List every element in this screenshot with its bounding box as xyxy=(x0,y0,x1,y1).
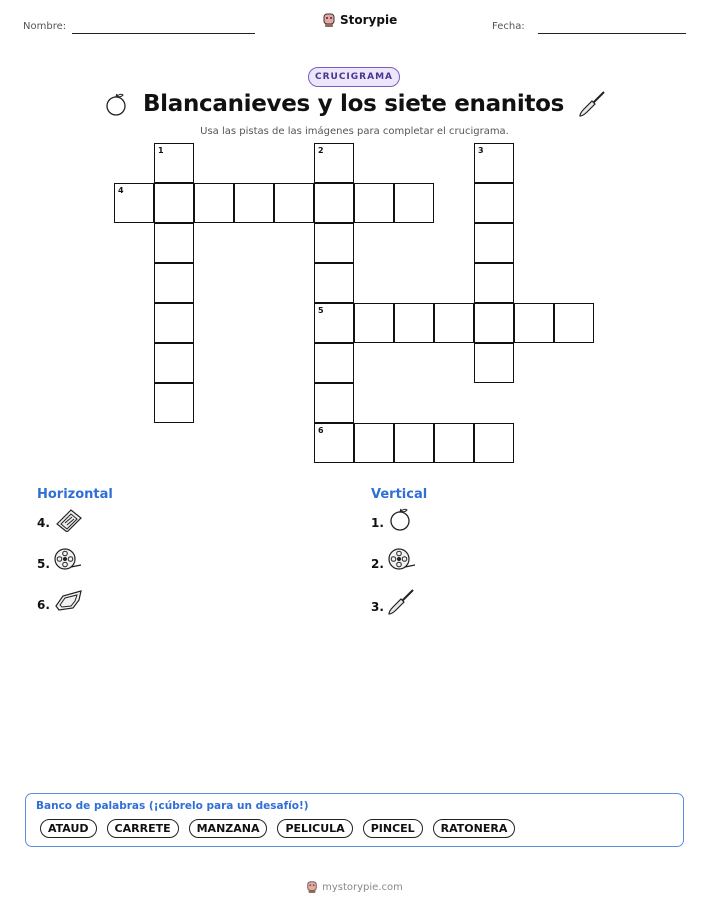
grid-cell[interactable] xyxy=(394,183,434,223)
word-chip: MANZANA xyxy=(189,819,268,838)
grid-cell[interactable] xyxy=(314,343,354,383)
crossword-badge: CRUCIGRAMA xyxy=(308,67,400,87)
storypie-mascot-icon xyxy=(306,880,318,894)
mousetrap-icon xyxy=(53,506,83,532)
page-title: Blancanieves y los siete enanitos xyxy=(142,91,565,117)
word-bank xyxy=(25,793,684,847)
grid-cell[interactable] xyxy=(314,223,354,263)
grid-cell[interactable] xyxy=(474,143,514,183)
grid-cell[interactable] xyxy=(394,303,434,343)
grid-cell[interactable] xyxy=(274,183,314,223)
grid-cell[interactable] xyxy=(474,303,514,343)
name-line[interactable] xyxy=(72,33,255,34)
grid-cell[interactable] xyxy=(114,183,154,223)
grid-cell[interactable] xyxy=(474,263,514,303)
grid-cell[interactable] xyxy=(154,263,194,303)
instructions: Usa las pistas de las imágenes para completar el crucigrama. xyxy=(200,126,509,137)
footer xyxy=(0,880,709,894)
word-chip: PELICULA xyxy=(277,819,352,838)
clue-number: 2. xyxy=(371,557,384,571)
grid-cell[interactable] xyxy=(154,343,194,383)
grid-cell[interactable] xyxy=(154,183,194,223)
word-bank-title: Banco de palabras (¡cúbrelo para un desafío!) xyxy=(36,800,309,812)
clue-number-1: 1 xyxy=(158,146,164,155)
grid-cell[interactable] xyxy=(154,143,194,183)
grid-cell[interactable] xyxy=(154,383,194,423)
name-label: Nombre: xyxy=(23,21,67,32)
grid-cell[interactable] xyxy=(474,343,514,383)
film-reel-icon xyxy=(387,547,417,573)
grid-cell[interactable] xyxy=(354,303,394,343)
grid-cell[interactable] xyxy=(434,423,474,463)
word-chip: RATONERA xyxy=(433,819,516,838)
clue-number-2: 2 xyxy=(318,146,324,155)
paintbrush-icon xyxy=(387,588,415,616)
apple-icon xyxy=(103,91,129,117)
clue-horizontal-6 xyxy=(37,588,83,614)
clue-horizontal-5 xyxy=(37,547,83,573)
word-chip: ATAUD xyxy=(40,819,97,838)
grid-cell[interactable] xyxy=(154,303,194,343)
clue-horizontal-4 xyxy=(37,506,83,532)
film-reel-icon xyxy=(53,547,83,573)
brand-name: Storypie xyxy=(340,13,398,27)
title-row xyxy=(0,90,709,118)
clue-number-6: 6 xyxy=(318,426,324,435)
clue-number-3: 3 xyxy=(478,146,484,155)
grid-cell[interactable] xyxy=(474,423,514,463)
coffin-icon xyxy=(53,588,83,614)
grid-cell[interactable] xyxy=(314,423,354,463)
grid-cell[interactable] xyxy=(554,303,594,343)
vertical-heading: Vertical xyxy=(371,487,428,502)
footer-url: mystorypie.com xyxy=(322,881,403,893)
grid-cell[interactable] xyxy=(314,383,354,423)
storypie-mascot-icon xyxy=(322,12,336,28)
grid-cell[interactable] xyxy=(434,303,474,343)
grid-cell[interactable] xyxy=(314,183,354,223)
date-line[interactable] xyxy=(538,33,686,34)
grid-cell[interactable] xyxy=(194,183,234,223)
grid-cell[interactable] xyxy=(354,423,394,463)
grid-cell[interactable] xyxy=(394,423,434,463)
clue-number-4: 4 xyxy=(118,186,124,195)
grid-cell[interactable] xyxy=(154,223,194,263)
grid-cell[interactable] xyxy=(474,183,514,223)
apple-icon xyxy=(387,506,413,532)
clue-number: 3. xyxy=(371,600,384,614)
grid-cell[interactable] xyxy=(314,143,354,183)
brand-logo xyxy=(322,12,397,28)
clue-vertical-2 xyxy=(371,547,417,573)
clue-number: 6. xyxy=(37,598,50,612)
date-label: Fecha: xyxy=(492,21,525,32)
horizontal-heading: Horizontal xyxy=(37,487,113,502)
grid-cell[interactable] xyxy=(514,303,554,343)
clue-number: 1. xyxy=(371,516,384,530)
grid-cell[interactable] xyxy=(354,183,394,223)
paintbrush-icon xyxy=(578,90,606,118)
clue-vertical-3 xyxy=(371,588,415,616)
grid-cell[interactable] xyxy=(314,303,354,343)
grid-cell[interactable] xyxy=(314,263,354,303)
word-chip: PINCEL xyxy=(363,819,423,838)
clue-number: 5. xyxy=(37,557,50,571)
grid-cell[interactable] xyxy=(234,183,274,223)
word-bank-list xyxy=(40,819,515,838)
word-chip: CARRETE xyxy=(107,819,179,838)
grid-cell[interactable] xyxy=(474,223,514,263)
clue-number: 4. xyxy=(37,516,50,530)
clue-number-5: 5 xyxy=(318,306,324,315)
clue-vertical-1 xyxy=(371,506,413,532)
